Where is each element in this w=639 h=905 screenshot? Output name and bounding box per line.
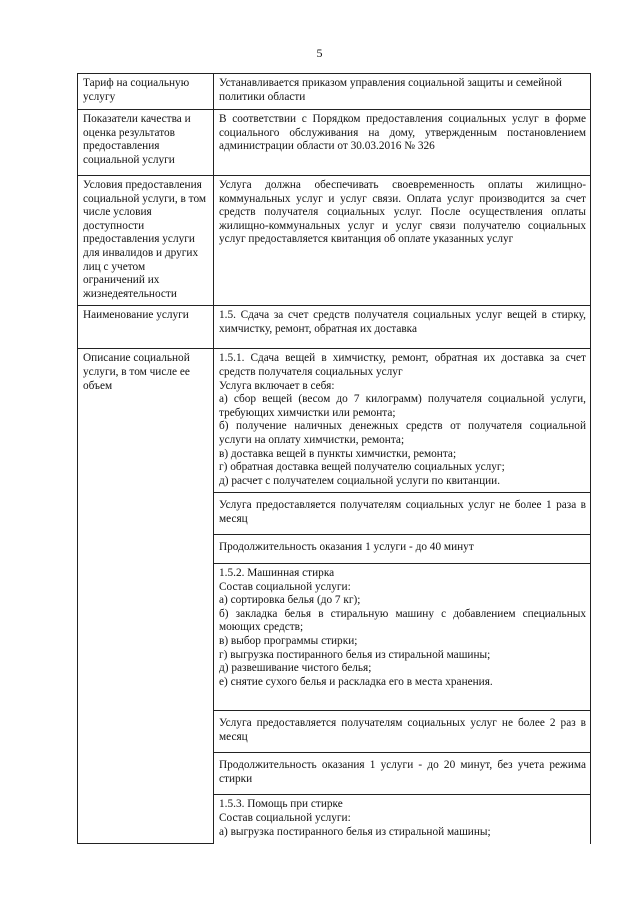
- quality-value: В соответствии с Порядком предоставления социальных услуг в форме социального обслуживания на дому, утвержденным постановлением администрации области от 30.03.2016 № 326: [214, 110, 591, 176]
- service-standard-table: [77, 73, 591, 844]
- s151-title: 1.5.1. Сдача вещей в химчистку, ремонт, обратная их доставка за счет средств получателя социальных услуг: [219, 352, 586, 378]
- quality-label: Показатели качества и оценка результатов предоставления социальной услуги: [78, 110, 214, 176]
- s152-item-a: а) сортировка белья (до 7 кг);: [219, 594, 361, 607]
- conditions-label: Условия предоставления социальной услуги, в том числе условия доступности предоставления услуги для инвалидов и других лиц с учетом ограничений их жизнедеятельности: [78, 176, 214, 306]
- conditions-value: Услуга должна обеспечивать своевременность оплаты жилищно-коммунальных услуг и услуг связи. Оплата услуг производится за счет средств получателя социальных услуг. После осуществления оплаты жилищно-коммунальных услуг и услуг связи получателю социальных услуг предоставляется квитанция об оплате указанных услуг: [214, 176, 591, 306]
- s152-intro: Состав социальной услуги:: [219, 580, 351, 593]
- service-name-label: Наименование услуги: [78, 306, 214, 349]
- tariff-value: Устанавливается приказом управления социальной защиты и семейной политики области: [214, 74, 591, 110]
- s151-intro: Услуга включает в себя:: [219, 379, 335, 392]
- table-row-service-name: [78, 306, 591, 349]
- s151-item-g: г) обратная доставка вещей получателю социальных услуг;: [219, 461, 505, 474]
- s152-item-d: д) развешивание чистого белья;: [219, 662, 372, 675]
- s151-item-b: б) получение наличных денежных средств от получателя социальной услуги на оплату химчистки, ремонта;: [219, 420, 586, 446]
- s153-item-a: а) выгрузка постиранного белья из стиральной машины;: [219, 825, 491, 838]
- table-row-tariff: [78, 74, 591, 110]
- s152-item-v: в) выбор программы стирки;: [219, 635, 358, 648]
- s153-content: [214, 795, 591, 844]
- description-label: Описание социальной услуги, в том числе ее объем: [78, 349, 214, 844]
- s152-item-b: б) закладка белья в стиральную машину с добавлением специальных моющих средств;: [219, 607, 586, 634]
- s152-duration: Продолжительность оказания 1 услуги - до 20 минут, без учета режима стирки: [214, 753, 591, 795]
- table-row-conditions: [78, 176, 591, 306]
- table-row-quality: [78, 110, 591, 176]
- s152-frequency: Услуга предоставляется получателям социальных услуг не более 2 раз в месяц: [214, 711, 591, 753]
- page-number: 5: [316, 46, 323, 60]
- service-name-value: 1.5. Сдача за счет средств получателя социальных услуг вещей в стирку, химчистку, ремонт, обратная их доставка: [214, 306, 591, 349]
- s153-intro: Состав социальной услуги:: [219, 812, 351, 825]
- s152-item-g: г) выгрузка постиранного белья из стиральной машины;: [219, 648, 491, 661]
- s151-duration: Продолжительность оказания 1 услуги - до 40 минут: [214, 535, 591, 564]
- s151-item-d: д) расчет с получателем социальной услуги по квитанции.: [219, 474, 501, 487]
- s152-content: [214, 564, 591, 711]
- s151-frequency: Услуга предоставляется получателям социальных услуг не более 1 раза в месяц: [214, 493, 591, 535]
- s151-content: [214, 349, 591, 493]
- s152-item-e: е) снятие сухого белья и раскладка его в места хранения.: [219, 675, 493, 688]
- s151-item-v: в) доставка вещей в пункты химчистки, ремонта;: [219, 447, 457, 460]
- s153-title: 1.5.3. Помощь при стирке: [219, 798, 343, 811]
- table-row-s151-content: [78, 349, 591, 493]
- s151-item-a: а) сбор вещей (весом до 7 килограмм) получателя социальной услуги, требующих химчистки или ремонта;: [219, 393, 586, 419]
- s152-title: 1.5.2. Машинная стирка: [219, 567, 335, 580]
- tariff-label: Тариф на социальную услугу: [78, 74, 214, 110]
